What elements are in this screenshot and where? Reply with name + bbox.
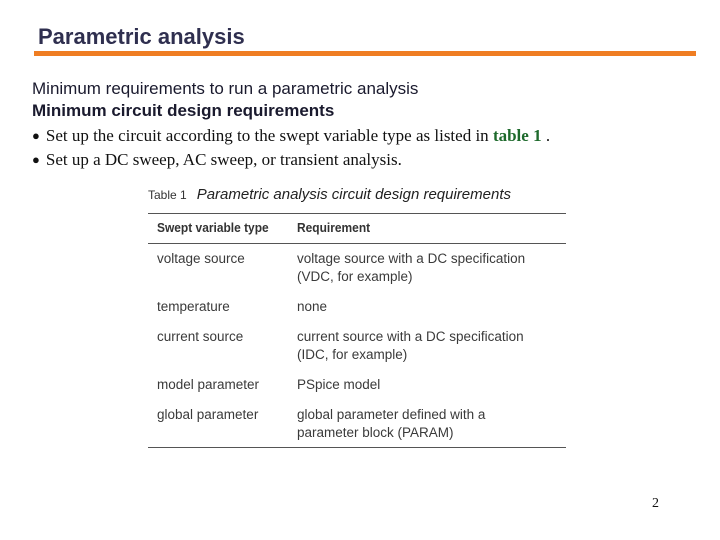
column-header-requirement: Requirement (297, 220, 371, 235)
table-top-rule (148, 213, 566, 214)
page-number: 2 (652, 496, 659, 511)
requirement-line: (IDC, for example) (297, 347, 408, 362)
table-header-rule (148, 243, 566, 244)
requirement-line: (VDC, for example) (297, 269, 413, 284)
table-reference-link[interactable]: table 1 (492, 126, 542, 145)
table-cell-requirement (297, 406, 567, 442)
table-cell-type: temperature (157, 299, 230, 314)
table-bottom-rule (148, 447, 566, 448)
table-cell-type: global parameter (157, 407, 259, 422)
section-heading: Minimum circuit design requirements (32, 101, 335, 120)
column-header-type: Swept variable type (157, 220, 269, 235)
table-title: Parametric analysis circuit design requirements (196, 186, 511, 203)
requirement-line: current source with a DC specification (297, 329, 524, 344)
bullet-dot-icon: ● (32, 128, 40, 143)
table-number: Table 1 (148, 188, 187, 202)
requirement-line: PSpice model (297, 377, 381, 392)
bullet-item-2 (32, 150, 402, 170)
table-cell-requirement (297, 328, 567, 364)
table-cell-type: model parameter (157, 377, 260, 392)
requirement-line: voltage source with a DC specification (297, 251, 526, 266)
bullet-dot-icon: ● (32, 152, 40, 167)
requirement-line: none (297, 299, 328, 314)
table-cell-requirement (297, 298, 567, 316)
table-cell-type: voltage source (157, 251, 245, 266)
table-caption (148, 186, 511, 203)
table-cell-requirement (297, 250, 567, 286)
subtitle-line: Minimum requirements to run a parametric analysis (32, 79, 419, 98)
table-cell-type: current source (157, 329, 244, 344)
slide-title: Parametric analysis (38, 24, 245, 49)
bullet-item-1 (32, 126, 550, 146)
requirement-line: global parameter defined with a (297, 407, 486, 422)
title-underline (34, 51, 696, 56)
bullet-text: Set up the circuit according to the swept variable type as listed in (45, 126, 493, 145)
table-cell-requirement (297, 376, 567, 394)
requirement-line: parameter block (PARAM) (297, 425, 454, 440)
bullet-tail: . (541, 126, 551, 145)
bullet-text: Set up a DC sweep, AC sweep, or transient analysis. (45, 150, 402, 169)
